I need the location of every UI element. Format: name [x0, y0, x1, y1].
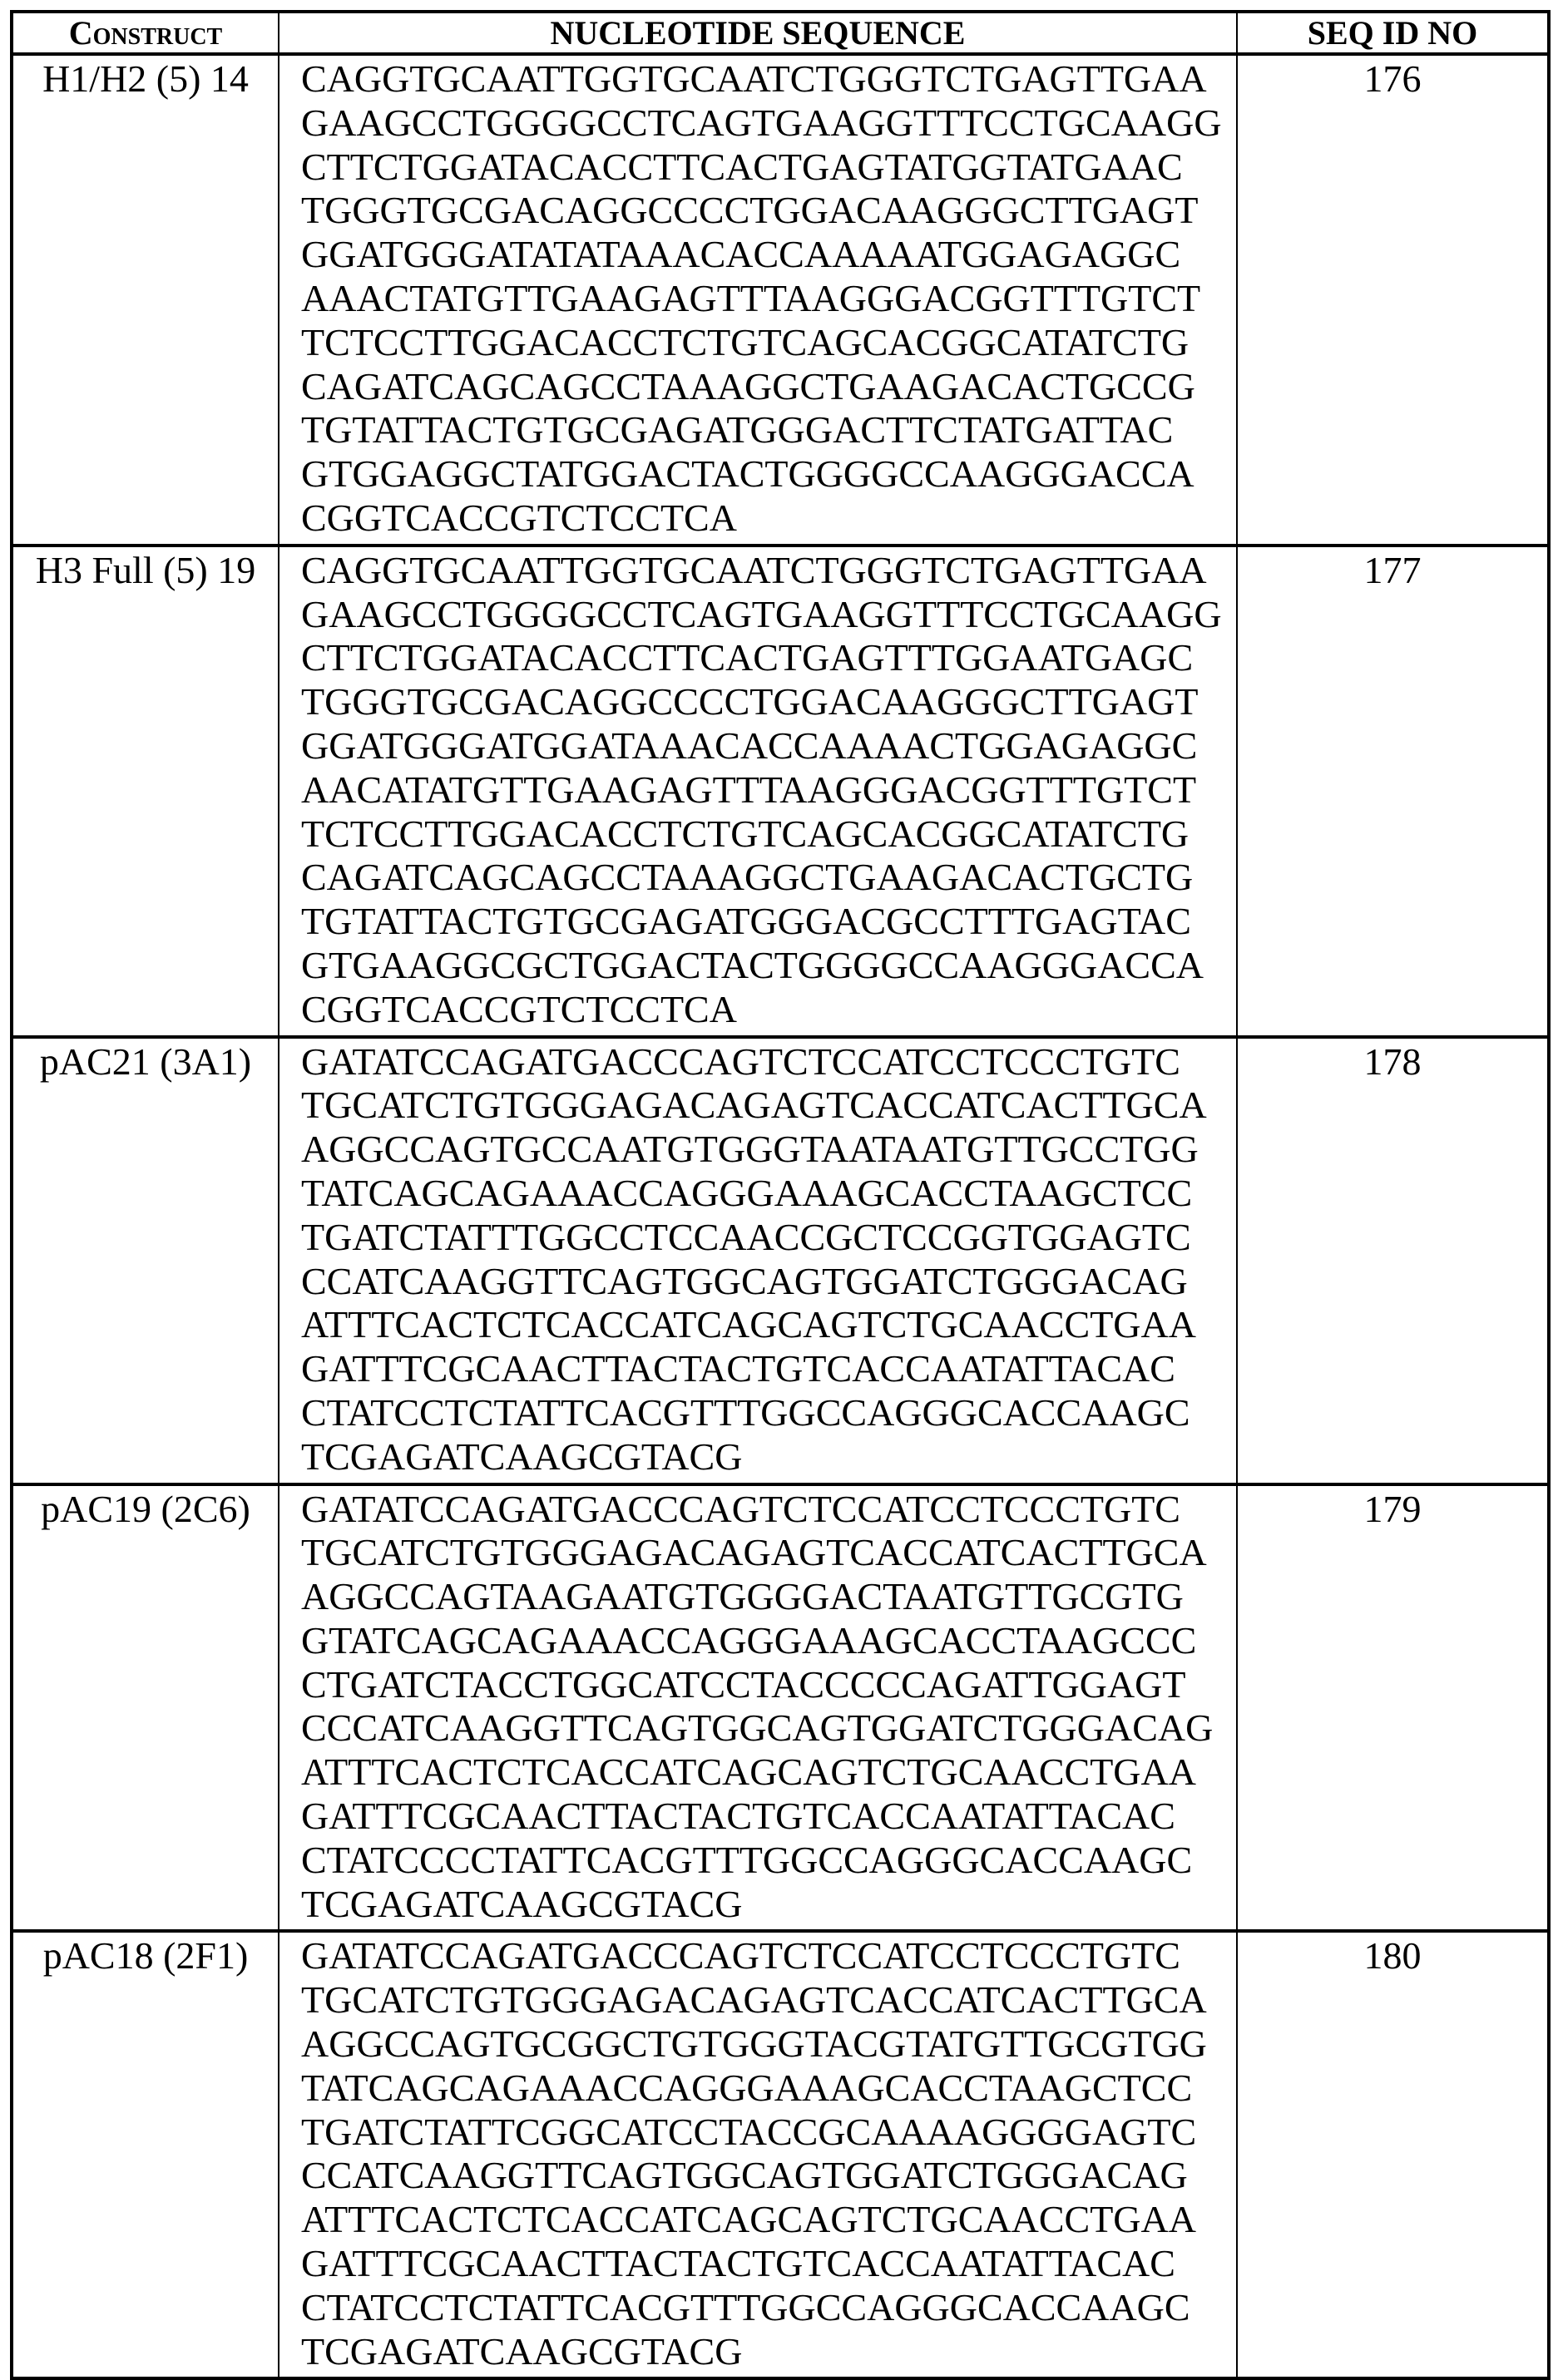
- sequence-line: GATTTCGCAACTTACTACTGTCACCAATATTACAC: [301, 1795, 1236, 1839]
- sequence-table: [10, 10, 1551, 2380]
- sequence-line: CTATCCTCTATTCACGTTTGGCCAGGGCACCAAGC: [301, 1391, 1236, 1435]
- sequence-line: TATCAGCAGAAACCAGGGAAAGCACCTAAGCTCC: [301, 1172, 1236, 1216]
- table-row: [12, 1931, 1549, 2378]
- construct-cell: H3 Full (5) 19: [12, 546, 279, 1037]
- sequence-line: GTGAAGGCGCTGGACTACTGGGGCCAAGGGACCA: [301, 944, 1236, 988]
- sequence-line: AACATATGTTGAAGAGTTTAAGGGACGGTTTGTCT: [301, 768, 1236, 812]
- header-nucleotide-sequence: NUCLEOTIDE SEQUENCE: [279, 12, 1237, 54]
- construct-cell: pAC19 (2C6): [12, 1484, 279, 1932]
- sequence-line: TGATCTATTCGGCATCCTACCGCAAAAGGGGAGTC: [301, 2111, 1236, 2155]
- sequence-line: TGCATCTGTGGGAGACAGAGTCACCATCACTTGCA: [301, 1531, 1236, 1575]
- sequence-line: GATATCCAGATGACCCAGTCTCCATCCTCCCTGTC: [301, 1040, 1236, 1084]
- sequence-line: CTATCCCCTATTCACGTTTGGCCAGGGCACCAAGC: [301, 1839, 1236, 1883]
- sequence-line: ATTTCACTCTCACCATCAGCAGTCTGCAACCTGAA: [301, 1303, 1236, 1347]
- construct-cell: pAC18 (2F1): [12, 1931, 279, 2378]
- sequence-line: GAAGCCTGGGGCCTCAGTGAAGGTTTCCTGCAAGG: [301, 101, 1236, 146]
- sequence-line: CCATCAAGGTTCAGTGGCAGTGGATCTGGGACAG: [301, 2154, 1236, 2198]
- sequence-line: CGGTCACCGTCTCCTCA: [301, 496, 1236, 541]
- seq-id-cell: 178: [1237, 1037, 1549, 1484]
- sequence-line: AGGCCAGTGCCAATGTGGGTAATAATGTTGCCTGG: [301, 1128, 1236, 1172]
- sequence-line: CTTCTGGATACACCTTCACTGAGTTTGGAATGAGC: [301, 636, 1236, 680]
- sequence-line: TCGAGATCAAGCGTACG: [301, 1883, 1236, 1927]
- header-row: [12, 12, 1549, 54]
- sequence-line: CCCATCAAGGTTCAGTGGCAGTGGATCTGGGACAG: [301, 1706, 1236, 1750]
- header-seq-id-no: SEQ ID NO: [1237, 12, 1549, 54]
- sequence-line: CAGGTGCAATTGGTGCAATCTGGGTCTGAGTTGAA: [301, 549, 1236, 593]
- sequence-line: GATATCCAGATGACCCAGTCTCCATCCTCCCTGTC: [301, 1934, 1236, 1978]
- seq-id-cell: 179: [1237, 1484, 1549, 1932]
- table-row: [12, 1484, 1549, 1932]
- sequence-line: ATTTCACTCTCACCATCAGCAGTCTGCAACCTGAA: [301, 1750, 1236, 1795]
- table-row: [12, 1037, 1549, 1484]
- sequence-line: TCGAGATCAAGCGTACG: [301, 2330, 1236, 2374]
- sequence-line: GAAGCCTGGGGCCTCAGTGAAGGTTTCCTGCAAGG: [301, 593, 1236, 637]
- sequence-line: TCTCCTTGGACACCTCTGTCAGCACGGCATATCTG: [301, 812, 1236, 857]
- seq-id-cell: 180: [1237, 1931, 1549, 2378]
- sequence-line: GATTTCGCAACTTACTACTGTCACCAATATTACAC: [301, 2242, 1236, 2286]
- sequence-line: CTGATCTACCTGGCATCCTACCCCCAGATTGGAGT: [301, 1663, 1236, 1707]
- sequence-line: CAGATCAGCAGCCTAAAGGCTGAAGACACTGCCG: [301, 365, 1236, 409]
- construct-cell: H1/H2 (5) 14: [12, 54, 279, 546]
- sequence-line: CGGTCACCGTCTCCTCA: [301, 988, 1236, 1032]
- seq-id-cell: 176: [1237, 54, 1549, 546]
- sequence-line: CTTCTGGATACACCTTCACTGAGTATGGTATGAAC: [301, 146, 1236, 190]
- sequence-line: AGGCCAGTGCGGCTGTGGGTACGTATGTTGCGTGG: [301, 2022, 1236, 2066]
- nucleotide-sequence-cell: [279, 546, 1237, 1037]
- sequence-line: TCGAGATCAAGCGTACG: [301, 1435, 1236, 1479]
- table-row: [12, 546, 1549, 1037]
- sequence-line: CAGGTGCAATTGGTGCAATCTGGGTCTGAGTTGAA: [301, 57, 1236, 101]
- sequence-line: GGATGGGATATATAAACACCAAAAATGGAGAGGC: [301, 233, 1236, 277]
- sequence-line: GTATCAGCAGAAACCAGGGAAAGCACCTAAGCCC: [301, 1619, 1236, 1663]
- nucleotide-sequence-cell: [279, 54, 1237, 546]
- seq-id-cell: 177: [1237, 546, 1549, 1037]
- nucleotide-sequence-cell: [279, 1931, 1237, 2378]
- construct-cell: pAC21 (3A1): [12, 1037, 279, 1484]
- sequence-line: TGATCTATTTGGCCTCCAACCGCTCCGGTGGAGTC: [301, 1216, 1236, 1260]
- sequence-line: AGGCCAGTAAGAATGTGGGGACTAATGTTGCGTG: [301, 1575, 1236, 1619]
- sequence-line: TGGGTGCGACAGGCCCCTGGACAAGGGCTTGAGT: [301, 189, 1236, 233]
- sequence-line: GGATGGGATGGATAAACACCAAAACTGGAGAGGC: [301, 724, 1236, 768]
- nucleotide-sequence-cell: [279, 1037, 1237, 1484]
- sequence-line: AAACTATGTTGAAGAGTTTAAGGGACGGTTTGTCT: [301, 277, 1236, 321]
- sequence-line: CTATCCTCTATTCACGTTTGGCCAGGGCACCAAGC: [301, 2286, 1236, 2330]
- sequence-line: TGTATTACTGTGCGAGATGGGACGCCTTTGAGTAC: [301, 900, 1236, 944]
- sequence-line: GATATCCAGATGACCCAGTCTCCATCCTCCCTGTC: [301, 1488, 1236, 1532]
- header-construct: Construct: [12, 12, 279, 54]
- sequence-line: TGCATCTGTGGGAGACAGAGTCACCATCACTTGCA: [301, 1978, 1236, 2022]
- sequence-line: TGTATTACTGTGCGAGATGGGACTTCTATGATTAC: [301, 408, 1236, 452]
- sequence-line: CCATCAAGGTTCAGTGGCAGTGGATCTGGGACAG: [301, 1260, 1236, 1304]
- sequence-line: TGGGTGCGACAGGCCCCTGGACAAGGGCTTGAGT: [301, 680, 1236, 724]
- table-row: [12, 54, 1549, 546]
- nucleotide-sequence-cell: [279, 1484, 1237, 1932]
- sequence-line: TGCATCTGTGGGAGACAGAGTCACCATCACTTGCA: [301, 1084, 1236, 1128]
- sequence-line: GTGGAGGCTATGGACTACTGGGGCCAAGGGACCA: [301, 452, 1236, 496]
- sequence-line: TCTCCTTGGACACCTCTGTCAGCACGGCATATCTG: [301, 321, 1236, 365]
- sequence-line: GATTTCGCAACTTACTACTGTCACCAATATTACAC: [301, 1347, 1236, 1391]
- sequence-line: TATCAGCAGAAACCAGGGAAAGCACCTAAGCTCC: [301, 2066, 1236, 2111]
- sequence-line: ATTTCACTCTCACCATCAGCAGTCTGCAACCTGAA: [301, 2198, 1236, 2242]
- sequence-line: CAGATCAGCAGCCTAAAGGCTGAAGACACTGCTG: [301, 856, 1236, 900]
